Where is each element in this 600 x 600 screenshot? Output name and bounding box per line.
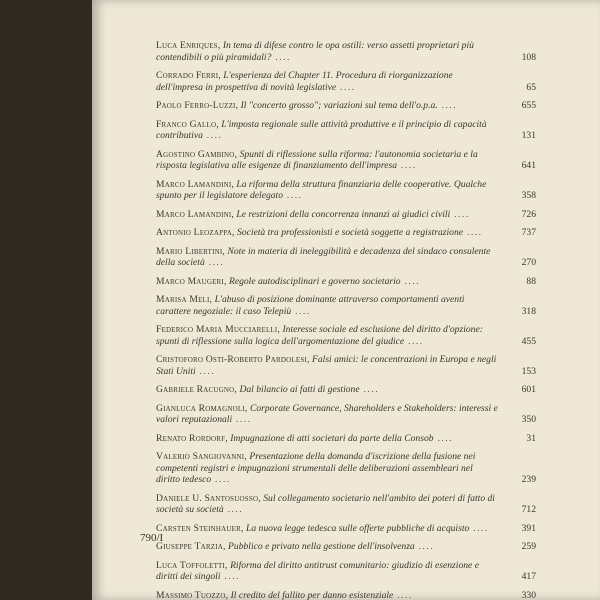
entry-page-number: 108 [521,51,536,63]
entry-author: Marco Maugeri, [156,275,227,287]
entry-page-number: 31 [526,432,536,444]
dot-leader: .... [404,335,424,347]
entry-author: Gabriele Racugno, [156,384,238,395]
entry-title: L'esperienza del Chapter 11. Procedura di riorganizzazione dell'impresa in prospettiva di novità legislative [156,70,453,93]
entry-page-number: 239 [521,474,536,485]
entry-author: Luca Enriques, [156,40,221,51]
dot-leader: .... [271,51,291,63]
entry-page-number: 65 [526,81,536,93]
entry-title: Sul collegamento societario nell'ambito dei poteri di fatto di società su società [156,492,495,515]
index-entry [156,100,536,112]
entry-title: Impugnazione di atti societari da parte della Consob [230,432,434,444]
page-footer: 790/I [140,532,164,544]
entry-author: Renato Rordorf, [156,432,228,444]
index-entry [156,493,536,516]
index-entry [156,384,536,396]
index-entry [156,451,536,486]
entry-page-number: 350 [521,414,536,425]
entry-author: Antonio Leozappa, [156,227,235,238]
entry-title: Il credito del fallito per danno esistenziale [230,589,394,600]
index-entry [156,403,536,426]
dot-leader: .... [463,227,483,238]
entry-author: Valerio Sangiovanni, [156,451,247,462]
entry-author: Gianluca Romagnoli, [156,402,248,414]
entry-title: Presentazione della domanda d'iscrizione della fusione nei competenti registri e impugnazioni strumentali delle deliberazioni assembleari nel diritto tedesco [156,451,476,485]
entry-title: Regole autodisciplinari e governo societario [228,275,401,287]
index-entry [156,227,536,239]
entry-page-number: 131 [521,130,536,141]
entry-author: Paolo Ferro-Luzzi, [156,100,239,111]
entry-page-number: 455 [521,335,536,347]
dot-leader: .... [291,305,311,317]
entry-title: L'abuso di posizione dominante attraverso comportamenti aventi carattere negoziale: il caso Telepiù [156,294,465,317]
entry-author: Marco Lamandini, [156,178,234,190]
entry-author: Carsten Steinhauer, [156,522,244,534]
entry-page-number: 358 [521,190,536,201]
entry-title: Spunti di riflessione sulla riforma: l'autonomia societaria e la risposta legislativa alle esigenze di finanziamento dell'impresa [156,148,478,171]
dot-leader: .... [393,589,413,600]
index-list [156,40,536,600]
dot-leader: .... [232,414,252,425]
dot-leader: .... [211,474,231,485]
index-entry [156,119,536,142]
entry-author: Luca Toffoletti, [156,559,228,571]
index-entry [156,541,536,553]
entry-page-number: 655 [521,100,536,111]
entry-title: Le restrizioni della concorrenza innanzi ai giudici civili [236,208,451,220]
dot-leader: .... [204,257,225,268]
entry-title: In tema di difese contro le opa ostili: verso assetti proprietari più contendibili o più piramidali? [156,40,474,63]
index-entry [156,40,536,63]
entry-page-number: 601 [521,384,536,395]
entry-title: Note in materia di ineleggibilità e decadenza del sindaco consulente della società [156,245,491,268]
entry-page-number: 641 [521,160,536,171]
dot-leader: .... [202,130,223,141]
entry-author: Franco Gallo, [156,118,219,130]
index-entry [156,560,536,583]
entry-author: Agostino Gambino, [156,148,238,160]
entry-author: Marisa Meli, [156,294,213,305]
entry-title: Corporate Governance, Shareholders e Stakeholders: interessi e valori reputazionali [156,402,498,425]
entry-page-number: 318 [521,305,536,317]
index-entry [156,294,536,317]
dot-leader: .... [469,522,489,534]
dot-leader: .... [283,190,303,201]
entry-author: Giuseppe Tarzia, [156,541,226,552]
index-entry [156,354,536,377]
entry-page-number: 88 [526,275,536,287]
index-entry [156,276,536,288]
entry-title: Pubblico e privato nella gestione dell'insolvenza [228,541,415,552]
index-entry [156,179,536,202]
dot-leader: .... [450,208,470,220]
entry-author: Massimo Tuozzo, [156,589,229,600]
index-entry [156,324,536,347]
entry-page-number: 726 [521,208,536,220]
entry-author: Federico Maria Mucciarelli, [156,324,281,335]
index-entry [156,209,536,221]
entry-page-number: 712 [521,504,536,515]
index-entry [156,70,536,93]
book-page [92,0,600,600]
entry-author: Cristoforo Osti-Roberto Pardolesi, [156,354,310,365]
dot-leader: .... [414,541,435,552]
dot-leader: .... [195,365,216,377]
dot-leader: .... [433,432,454,444]
dot-leader: .... [223,504,244,515]
entry-title: Dal bilancio ai fatti di gestione [239,384,360,395]
dot-leader: .... [400,275,421,287]
dot-leader: .... [336,81,356,93]
entry-page-number: 330 [521,589,536,600]
index-entry [156,523,536,535]
entry-title: La riforma della struttura finanziaria delle cooperative. Qualche spunto per il legislatore delegato [156,178,487,201]
entry-title: L'imposta regionale sulle attività produttive e il principio di capacità contributiva [156,118,487,141]
entry-author: Daniele U. Santosuosso, [156,492,261,504]
index-entry [156,149,536,172]
entry-page-number: 737 [521,227,536,238]
entry-title: Riforma del diritto antitrust comunitario: giudizio di esenzione e diritti dei singoli [156,559,479,582]
entry-author: Mario Libertini, [156,245,226,257]
entry-author: Marco Lamandini, [156,208,234,220]
dot-leader: .... [220,571,240,582]
entry-title: Il "concerto grosso"; variazioni sul tema dell'o.p.a. [240,100,438,111]
dot-leader: .... [359,384,380,395]
entry-title: Interesse sociale ed esclusione del diritto d'opzione: spunti di riflessione sulla logica dell'argomentazione del giudice [156,324,483,347]
dot-leader: .... [437,100,458,111]
entry-title: Società tra professionisti e società soggette a registrazione [236,227,464,238]
dot-leader: .... [397,160,417,171]
entry-page-number: 259 [521,541,536,552]
entry-author: Corrado Ferri, [156,70,221,81]
entry-page-number: 417 [521,571,536,582]
index-entry [156,246,536,269]
index-entry [156,433,536,445]
entry-page-number: 153 [521,365,536,377]
index-entry [156,590,536,600]
entry-title: Falsi amici: le concentrazioni in Europa e negli Stati Uniti [156,354,497,377]
entry-title: La nuova legge tedesca sulle offerte pubbliche di acquisto [246,522,470,534]
entry-page-number: 270 [521,257,536,268]
entry-page-number: 391 [521,522,536,534]
